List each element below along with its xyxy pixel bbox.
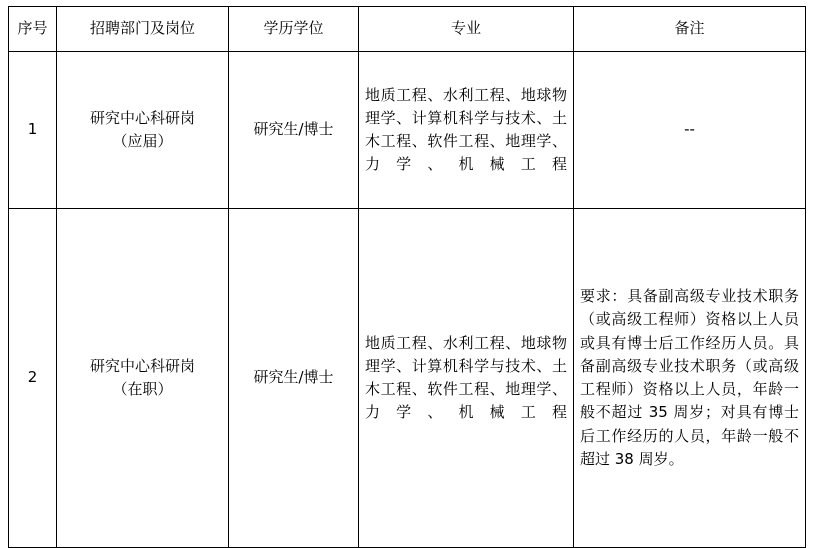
table-row [9,209,806,548]
cell-major: 地质工程、水利工程、地球物理学、计算机科学与技术、土木工程、软件工程、地理学、力学、机械工程 [359,52,574,209]
header-cell-no: 序号 [9,7,57,52]
cell-major: 地质工程、水利工程、地球物理学、计算机科学与技术、土木工程、软件工程、地理学、力学、机械工程 [359,209,574,548]
table-body [9,52,806,548]
cell-no: 1 [9,52,57,209]
header-cell-major: 专业 [359,7,574,52]
cell-degree: 研究生/博士 [229,209,359,548]
department-note: （应届） [112,132,173,150]
cell-remark: -- [574,52,806,209]
header-cell-remark: 备注 [574,7,806,52]
department-name: 研究中心科研岗 [89,108,195,127]
cell-department [57,52,229,209]
department-name: 研究中心科研岗 [89,356,195,375]
department-note: （在职） [112,380,173,398]
cell-department [57,209,229,548]
cell-degree: 研究生/博士 [229,52,359,209]
header-cell-department: 招聘部门及岗位 [57,7,229,52]
cell-remark: 要求：具备副高级专业技术职务（或高级工程师）资格以上人员或具有博士后工作经历人员。具备副高级专业技术职务（或高级工程师）资格以上人员，年龄一般不超过 35 周岁；对具有博士后工作经历的人员，年龄一般不超过 38 周岁。 [574,209,806,548]
table-header [9,7,806,52]
table-row [9,52,806,209]
recruitment-table [8,6,806,548]
cell-no: 2 [9,209,57,548]
header-cell-degree: 学历学位 [229,7,359,52]
table-header-row [9,7,806,52]
